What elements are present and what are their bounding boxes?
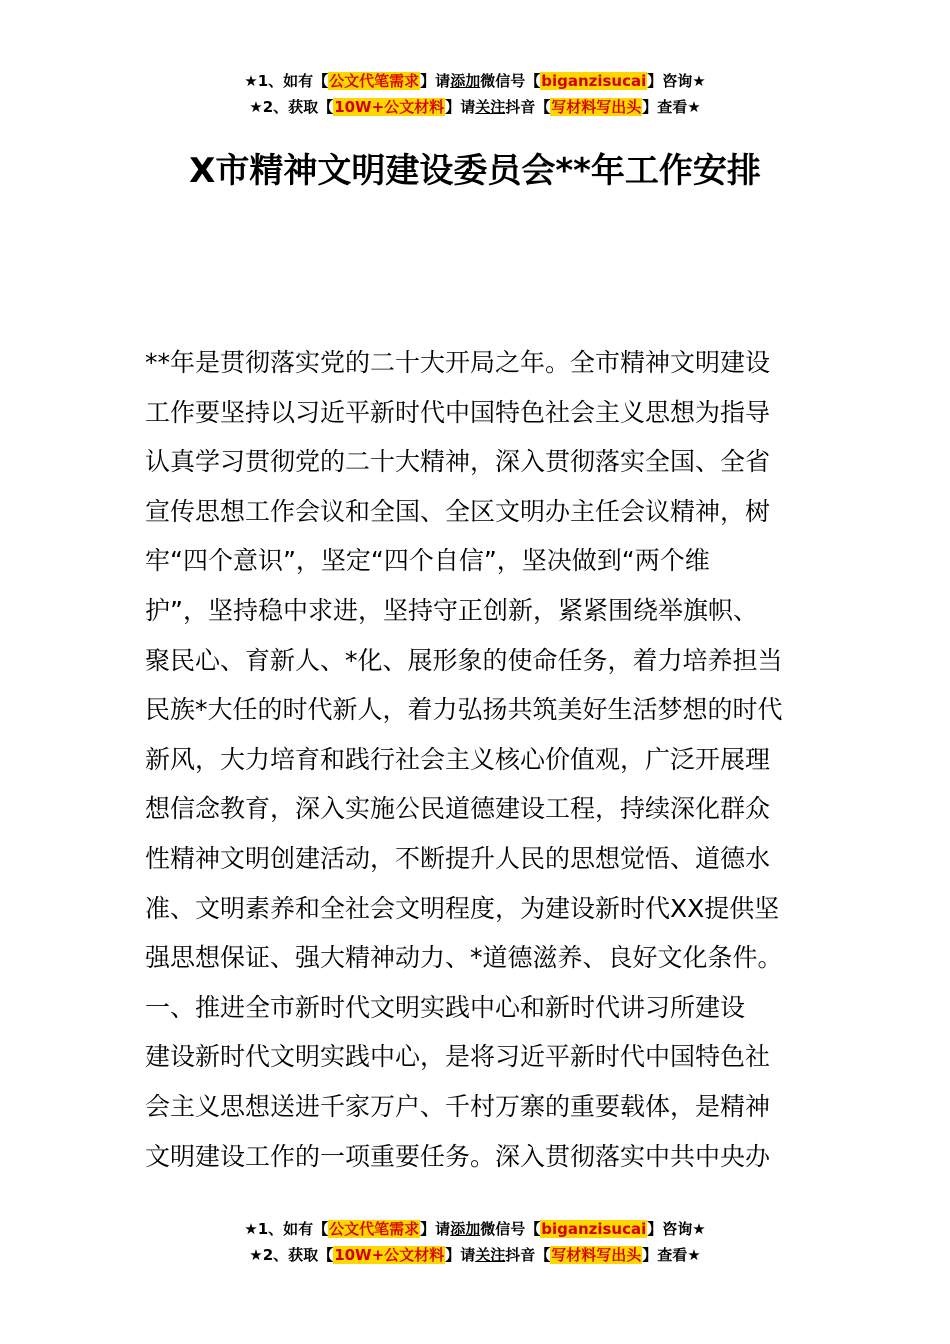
promo-highlight: biganzisucai bbox=[541, 1220, 647, 1238]
body-line: 护”，坚持稳中求进，坚持守正创新，紧紧围绕举旗帜、 bbox=[145, 595, 758, 625]
promo-highlight: 公文代笔需求 bbox=[329, 1220, 420, 1238]
promo-highlight: 10W+公文材料 bbox=[334, 98, 445, 116]
promo-highlight: 公文代笔需求 bbox=[329, 72, 420, 90]
promo-highlight: 写材料写出头 bbox=[551, 98, 642, 116]
document-title: X市精神文明建设委员会**年工作安排 bbox=[189, 151, 761, 191]
promo-line-2 bbox=[0, 1242, 950, 1268]
body-line: 文明建设工作的一项重要任务。深入贯彻落实中共中央办 bbox=[145, 1141, 771, 1171]
body-line: 建设新时代文明实践中心，是将习近平新时代中国特色社 bbox=[145, 1042, 771, 1072]
promo-underline: 添加 bbox=[450, 1220, 481, 1238]
promo-text: 】请 bbox=[445, 1246, 476, 1264]
promo-text: 】查看★ bbox=[642, 1246, 701, 1264]
body-line: 民族*大任的时代新人，着力弘扬共筑美好生活梦想的时代 bbox=[145, 695, 783, 725]
promo-text: ★2、获取【 bbox=[249, 98, 334, 116]
promo-text: 】请 bbox=[420, 1220, 451, 1238]
promo-text: ★1、如有【 bbox=[244, 72, 329, 90]
body-line: **年是贯彻落实党的二十大开局之年。全市精神文明建设 bbox=[145, 348, 771, 377]
promo-highlight: biganzisucai bbox=[541, 72, 647, 90]
promo-banner-top bbox=[0, 68, 950, 120]
promo-banner-bottom bbox=[0, 1216, 950, 1268]
body-line: 聚民心、育新人、*化、展形象的使命任务，着力培养担当 bbox=[145, 645, 783, 675]
promo-underline: 关注 bbox=[475, 98, 506, 116]
body-line: 强思想保证、强大精神动力、*道德滋养、良好文化条件。 bbox=[145, 943, 783, 973]
body-line: 工作要坚持以习近平新时代中国特色社会主义思想为指导 bbox=[145, 397, 771, 427]
document-body bbox=[145, 338, 810, 1181]
promo-text: 】咨询★ bbox=[647, 72, 706, 90]
section-heading: 一、推进全市新时代文明实践中心和新时代讲习所建设 bbox=[145, 992, 746, 1022]
promo-highlight: 10W+公文材料 bbox=[334, 1246, 445, 1264]
body-line: 新风，大力培育和践行社会主义核心价值观，广泛开展理 bbox=[145, 744, 771, 774]
promo-line-2 bbox=[0, 94, 950, 120]
promo-line-1 bbox=[0, 68, 950, 94]
promo-highlight: 写材料写出头 bbox=[551, 1246, 642, 1264]
body-line: 认真学习贯彻党的二十大精神，深入贯彻落实全国、全省 bbox=[145, 447, 771, 477]
body-line: 准、文明素养和全社会文明程度，为建设新时代XX提供坚 bbox=[145, 893, 780, 923]
body-line: 牢“四个意识”，坚定“四个自信”，坚决做到“两个维 bbox=[145, 546, 710, 576]
promo-line-1 bbox=[0, 1216, 950, 1242]
promo-text: ★2、获取【 bbox=[249, 1246, 334, 1264]
promo-underline: 关注 bbox=[475, 1246, 506, 1264]
promo-text: 抖音【 bbox=[505, 1246, 551, 1264]
promo-text: ★1、如有【 bbox=[244, 1220, 329, 1238]
body-line: 性精神文明创建活动，不断提升人民的思想觉悟、道德水 bbox=[145, 843, 771, 873]
body-line: 宣传思想工作会议和全国、全区文明办主任会议精神，树 bbox=[145, 496, 771, 526]
body-line: 想信念教育，深入实施公民道德建设工程，持续深化群众 bbox=[145, 794, 771, 824]
body-line: 会主义思想送进千家万户、千村万寨的重要载体，是精神 bbox=[145, 1091, 771, 1121]
promo-text: 抖音【 bbox=[505, 98, 551, 116]
promo-text: 微信号【 bbox=[480, 72, 541, 90]
promo-text: 】查看★ bbox=[642, 98, 701, 116]
promo-text: 】请 bbox=[445, 98, 476, 116]
promo-text: 】请 bbox=[420, 72, 451, 90]
promo-text: 微信号【 bbox=[480, 1220, 541, 1238]
promo-underline: 添加 bbox=[450, 72, 481, 90]
promo-text: 】咨询★ bbox=[647, 1220, 706, 1238]
